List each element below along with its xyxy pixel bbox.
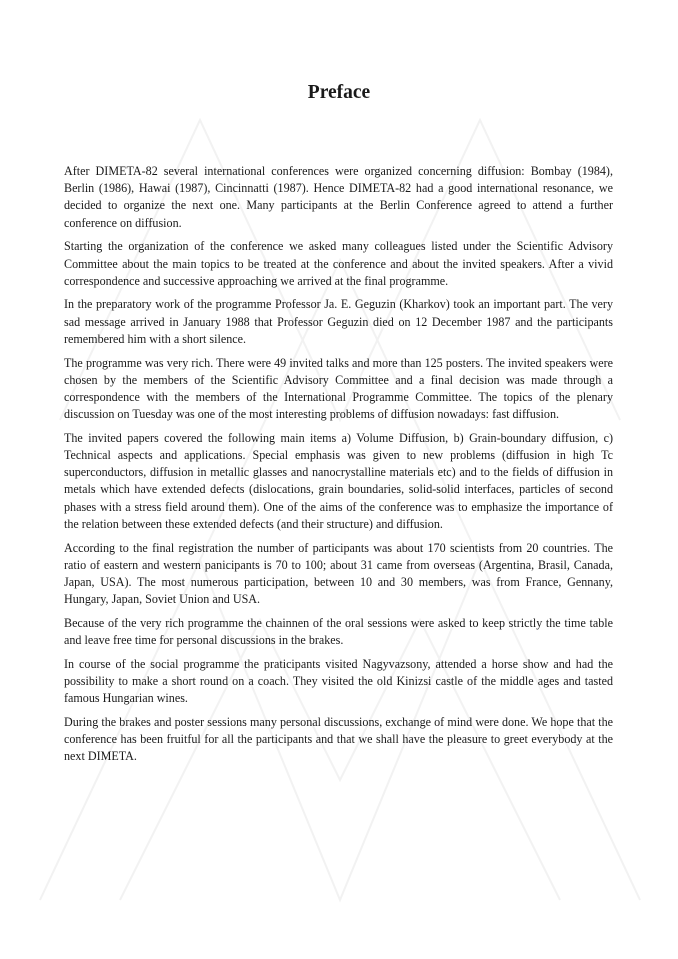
paragraph-1: After DIMETA-82 several international conferences were organized concerning diffusion: Bombay (1984), Berlin (1986), Hawai (1987), Cincinnatti (1987). Hence DIMETA-82 had a good international resonance, we decided to organize the next one. Many participants at the Berlin Conference agreed to attend a further conference on diffusion.: [64, 164, 613, 230]
paragraph-8: In course of the social programme the praticipants visited Nagyvazsony, attended a horse show and had the possibility to make a short round on a coach. They visited the old Kinizsi castle of the middle ages and tasted famous Hungarian wines.: [64, 656, 613, 706]
paragraph-4: The programme was very rich. There were 49 invited talks and more than 125 posters. The invited speakers were chosen by the members of the Scientific Advisory Committee and a final decision was made through a correspondence with the members of the International Programme Committee. The topics of the plenary discussion on Tuesday was one of the most interesting problems of diffusion nowadays: fast diffusion.: [64, 355, 613, 422]
paragraph-9: During the brakes and poster sessions many personal discussions, exchange of mind were done. We hope that the conference has been fruitful for all the participants and that we shall have the pleasure to greet everybody at the next DIMETA.: [64, 714, 613, 764]
paragraph-5: The invited papers covered the following main items a) Volume Diffusion, b) Grain-boundary diffusion, c) Technical aspects and applications. Special emphasis was given to new problems (diffusion in high Tc superconductors, diffusion in metallic glasses and nanocrystalline materials etc) and to the fields of diffusion in metals which have extended defects (dislocations, grain boundaries, solid-solid interfaces, particles of second phases with a stress field around them). One of the aims of the conference was to emphasize the importance of the relation between these extended defects (and their structure) and diffusion.: [64, 430, 613, 531]
paragraph-7: Because of the very rich programme the chainnen of the oral sessions were asked to keep strictly the time table and leave free time for personal discussions in the brakes.: [64, 615, 613, 648]
page-title: Preface: [307, 82, 371, 103]
paragraph-6: According to the final registration the number of participants was about 170 scientists from 20 countries. The ratio of eastern and western panicipants is 70 to 100; about 31 came from overseas (Argentina, Brasil, Canada, Japan, USA). The most numerous participation, between 10 and 30 members, was from France, Gennany, Hungary, Japan, Soviet Union and USA.: [64, 540, 613, 607]
paragraph-3: In the preparatory work of the programme Professor Ja. E. Geguzin (Kharkov) took an important part. The very sad message arrived in January 1988 that Professor Geguzin died on 12 December 1987 and the participants remembered him with a short silence.: [64, 297, 613, 346]
paragraph-2: Starting the organization of the conference we asked many colleagues listed under the Scientific Advisory Committee about the main topics to be treated at the conference and about the invited speakers. After a vivid correspondence and successive approaching we arrived at the final programme.: [64, 239, 613, 288]
preface-body: [64, 163, 613, 772]
